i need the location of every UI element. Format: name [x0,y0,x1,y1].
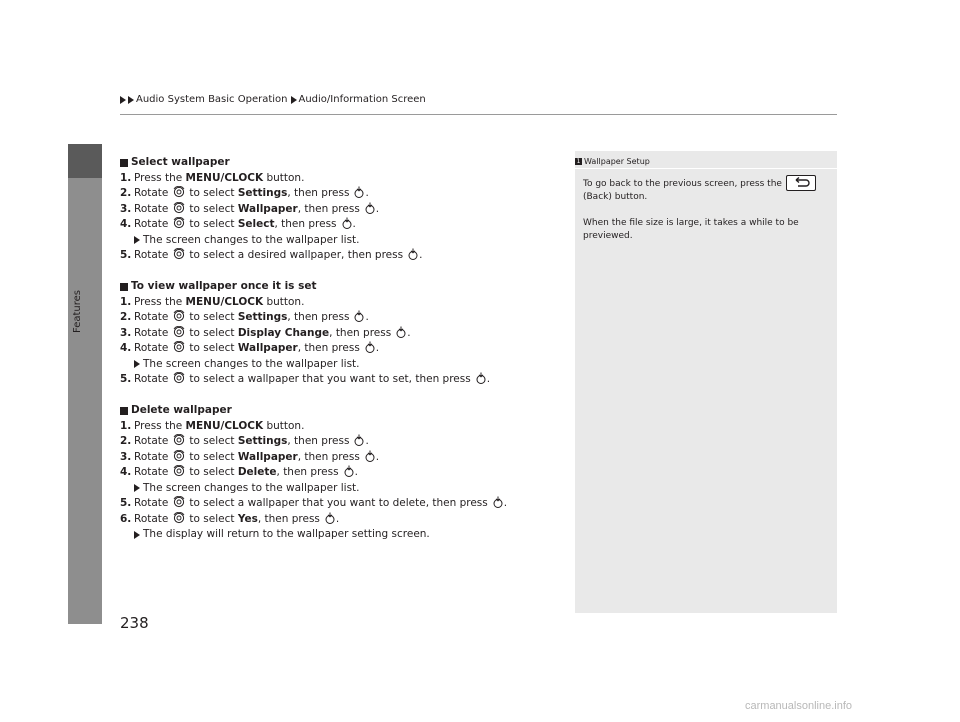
step-text: to select [189,512,238,525]
step-text: . [365,311,369,323]
step-text: , then press [297,342,360,354]
step-option: MENU/CLOCK [185,171,264,184]
press-knob-icon [475,372,487,384]
instruction-section [120,403,560,543]
step-text: Rotate [134,187,169,199]
chapter-tab-label: Features [72,290,83,333]
press-knob-icon [407,248,419,260]
step-option: Select [237,218,275,230]
step-option: Wallpaper [237,342,298,354]
back-button-icon [786,175,816,191]
step-text: Rotate [134,497,169,509]
section-heading-text: Select wallpaper [131,156,230,168]
step-option: Settings [237,187,288,199]
press-knob-icon [364,450,376,462]
selector-knob-icon [173,434,185,446]
step-number: 3. [120,202,132,215]
step-result [120,233,560,249]
step-text: to select a wallpaper that you want to delete, then press [189,497,488,509]
step-text: , then press [297,450,360,463]
step-text: , then press [329,326,392,339]
press-knob-icon [395,326,407,338]
step-number: 3. [120,326,132,339]
selector-knob-icon [173,326,185,338]
step [120,186,560,202]
step-result-text: The screen changes to the wallpaper list. [143,357,360,370]
step-text: , then press [287,311,350,323]
step-result-text: The display will return to the wallpaper setting screen. [143,528,430,540]
step-option: MENU/CLOCK [185,295,264,308]
section-heading [120,279,560,295]
step-number: 4. [120,466,132,478]
press-knob-icon [353,434,365,446]
step-text: Press the [134,295,186,308]
breadcrumb-arrow-icon [291,96,297,104]
breadcrumb-arrow-icon [120,96,126,104]
step-number: 4. [120,218,132,230]
result-arrow-icon [134,484,140,492]
step-text: button. [263,419,305,432]
press-knob-icon [324,512,336,524]
result-arrow-icon [134,236,140,244]
step-option: Wallpaper [237,202,298,215]
selector-knob-icon [173,217,185,229]
step-number: 1. [120,295,132,308]
bullet-square-icon [120,283,128,291]
step [120,419,560,435]
breadcrumb-arrow-icon [128,96,134,104]
step-text: to select [189,326,238,339]
instruction-section [120,279,560,388]
step [120,372,560,388]
step-text: Rotate [134,512,169,525]
step [120,217,560,233]
step [120,465,560,481]
main-content [120,155,560,558]
step-text: . [354,466,358,478]
bullet-square-icon [120,159,128,167]
step-text: to select [189,311,238,323]
selector-knob-icon [173,310,185,322]
step-number: 5. [120,373,132,385]
step-text: to select [189,202,238,215]
selector-knob-icon [173,450,185,462]
step-text: to select a wallpaper that you want to set, then press [189,373,471,385]
step-number: 5. [120,497,132,509]
step-text: . [375,202,380,215]
instruction-section [120,155,560,264]
step-number: 3. [120,450,132,463]
step-text: button. [263,171,305,184]
selector-knob-icon [173,372,185,384]
section-heading-text: Delete wallpaper [131,404,232,416]
press-knob-icon [343,465,355,477]
section-heading [120,403,560,419]
step-option: Settings [237,311,288,323]
breadcrumb-item: Audio System Basic Operation [136,94,288,105]
sidebar-paragraph [583,175,823,204]
selector-knob-icon [173,496,185,508]
step-text: . [375,450,380,463]
step-text: to select [189,435,238,447]
selector-knob-icon [173,202,185,214]
step [120,295,560,311]
step-number: 2. [120,187,132,199]
breadcrumb [120,94,426,105]
step-text: , then press [297,202,360,215]
step [120,310,560,326]
chapter-tab [68,144,102,624]
step-text: button. [263,295,305,308]
selector-knob-icon [173,512,185,524]
page-number: 238 [120,614,149,632]
step-text: Rotate [134,249,169,261]
breadcrumb-item: Audio/Information Screen [298,94,426,105]
sidebar-body [583,175,823,256]
step-text: Rotate [134,450,169,463]
sidebar-rule [575,168,837,169]
watermark: carmanualsonline.info [745,700,853,712]
step-text: to select [189,187,238,199]
bullet-square-icon [120,407,128,415]
step-text: to select a desired wallpaper, then press [189,249,404,261]
step [120,341,560,357]
result-arrow-icon [134,531,140,539]
step [120,248,560,264]
selector-knob-icon [173,341,185,353]
press-knob-icon [341,217,353,229]
step-result [120,357,560,373]
section-heading-text: To view wallpaper once it is set [131,280,317,292]
step-text: to select [189,450,238,463]
step-text: Press the [134,171,186,184]
step-text: . [375,342,380,354]
step [120,326,560,342]
sidebar-paragraph: When the file size is large, it takes a while to be previewed. [583,218,799,241]
step-text: . [365,435,369,447]
press-knob-icon [353,186,365,198]
chapter-tab-marker [68,144,102,178]
step-option: Delete [237,466,277,478]
step-text: . [503,497,508,509]
note-icon: 1 [576,158,581,165]
selector-knob-icon [173,186,185,198]
step-text: to select [189,342,238,354]
step [120,450,560,466]
step-text: , then press [287,435,350,447]
header-rule [120,114,837,115]
step-text: Rotate [134,311,169,323]
step-text: Rotate [134,342,169,354]
step-text: Rotate [134,466,169,478]
step-text: Rotate [134,326,169,339]
step-number: 6. [120,512,132,525]
step-option: Display Change [237,326,330,339]
step-result-text: The screen changes to the wallpaper list. [143,481,360,494]
step-number: 4. [120,342,132,354]
press-knob-icon [353,310,365,322]
step-number: 2. [120,311,132,323]
step-text: . [419,249,423,261]
step-text: Rotate [134,373,169,385]
step-text: Rotate [134,218,169,230]
press-knob-icon [364,202,376,214]
sidebar-text: To go back to the previous screen, press the [583,179,782,189]
step-option: Settings [237,435,288,447]
selector-knob-icon [173,248,185,260]
step-text: , then press [287,187,350,199]
step [120,496,560,512]
step-text: to select [189,218,238,230]
step-text: , then press [257,512,320,525]
step-text: . [486,373,491,385]
step-result [120,527,560,543]
press-knob-icon [492,496,504,508]
step-text: to select [189,466,238,478]
sidebar-title [575,157,650,166]
step-text: . [335,512,340,525]
step-number: 5. [120,249,132,261]
step-result [120,481,560,497]
step-option: Yes [237,512,258,525]
step-text: . [407,326,411,339]
step-text: Rotate [134,202,169,215]
step-result-text: The screen changes to the wallpaper list. [143,233,360,246]
step-number: 2. [120,435,132,447]
section-heading [120,155,560,171]
step-text: Rotate [134,435,169,447]
step-number: 1. [120,171,132,184]
step-number: 1. [120,419,132,432]
step-option: Wallpaper [237,450,298,463]
step [120,434,560,450]
step-option: MENU/CLOCK [185,419,264,432]
step-text: . [365,187,369,199]
result-arrow-icon [134,360,140,368]
selector-knob-icon [173,465,185,477]
step-text: , then press [274,218,337,230]
step [120,171,560,187]
step [120,202,560,218]
step-text: . [352,218,356,230]
sidebar-title-text: Wallpaper Setup [584,157,650,166]
step-text: Press the [134,419,186,432]
step-text: , then press [276,466,339,478]
step [120,512,560,528]
press-knob-icon [364,341,376,353]
sidebar-text: (Back) button. [583,192,648,202]
